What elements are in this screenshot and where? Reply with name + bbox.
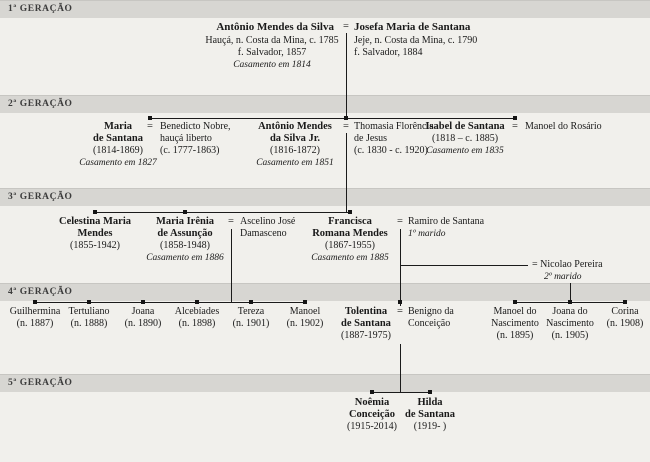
person-name: Tereza bbox=[237, 306, 265, 317]
marriage-equals: = bbox=[343, 21, 349, 32]
birth-line: (n. 1888) bbox=[70, 318, 108, 329]
person-name: Ramiro de Santana bbox=[408, 216, 485, 227]
marriage-equals: = bbox=[397, 216, 403, 227]
person-name: Nascimento bbox=[491, 318, 539, 329]
marriage-line: Casamento em 1886 bbox=[146, 253, 224, 263]
person-name: de Santana bbox=[405, 409, 455, 420]
person-name: Manoel do Rosário bbox=[525, 121, 602, 132]
antonio-sr-details bbox=[205, 35, 338, 71]
person-name: Damasceno bbox=[240, 228, 287, 239]
person-name: Francisca bbox=[328, 216, 372, 227]
person-name: Benigno da bbox=[408, 306, 454, 317]
person-ascelino-jose-damasceno bbox=[240, 216, 295, 240]
person-name: Celestina Maria bbox=[58, 216, 132, 227]
person-thomasia-florencia-de-jesus bbox=[354, 121, 434, 157]
person-name: Noêmia bbox=[354, 397, 390, 408]
dates-line: (c. 1777-1863) bbox=[160, 145, 220, 156]
person-guilhermina bbox=[10, 306, 61, 330]
person-name: de Jesus bbox=[354, 133, 388, 144]
generation-label: 4ª GERAÇÃO bbox=[8, 287, 73, 297]
generation-label: 2ª GERAÇÃO bbox=[8, 99, 73, 109]
person-name: Conceição bbox=[348, 409, 396, 420]
marriage-line: Casamento em 1835 bbox=[426, 146, 504, 156]
person-isabel-de-santana bbox=[425, 121, 504, 157]
birth-line: (n. 1902) bbox=[286, 318, 324, 329]
person-noemia-conceicao bbox=[347, 397, 397, 433]
dates-line: (c. 1830 - c. 1920) bbox=[354, 145, 428, 156]
person-name: Mendes bbox=[77, 228, 113, 239]
person-maria-irenia-de-assuncao bbox=[146, 216, 224, 264]
person-name: Thomasia Florência bbox=[354, 121, 434, 132]
person-manoel-do-rosario bbox=[525, 121, 602, 133]
dates-line: (1858-1948) bbox=[159, 240, 210, 251]
person-name: Nascimento bbox=[546, 318, 594, 329]
death-line: f. Salvador, 1857 bbox=[237, 47, 307, 58]
marriage-equals: = bbox=[532, 259, 538, 270]
person-name: Isabel de Santana bbox=[425, 121, 505, 132]
dates-line: (1818 – c. 1885) bbox=[431, 133, 499, 144]
birth-line: (n. 1890) bbox=[124, 318, 162, 329]
person-name: Conceição bbox=[408, 318, 451, 329]
person-name: Antônio Mendes bbox=[258, 121, 332, 132]
person-name: Joana do bbox=[552, 306, 588, 317]
marriage-equals: = bbox=[228, 216, 234, 227]
death-line: f. Salvador, 1884 bbox=[354, 47, 423, 58]
person-joana bbox=[125, 306, 162, 330]
birth-line: (n. 1901) bbox=[232, 318, 270, 329]
person-name: Hilda bbox=[417, 397, 443, 408]
person-name: Romana Mendes bbox=[312, 228, 388, 239]
person-hilda-de-santana bbox=[405, 397, 455, 433]
josefa-details bbox=[354, 35, 477, 59]
spouse-role: 1º marido bbox=[408, 229, 446, 239]
person-name: Tolentina bbox=[344, 306, 388, 317]
person-benedicto-nobre bbox=[160, 121, 231, 157]
person-name: de Santana bbox=[341, 318, 391, 329]
person-name: Antônio Mendes da Silva bbox=[216, 21, 334, 33]
person-tolentina-de-santana bbox=[341, 306, 391, 342]
generation-label: 1ª GERAÇÃO bbox=[8, 4, 73, 14]
person-name: da Silva Jr. bbox=[269, 133, 321, 144]
birth-line: (n. 1905) bbox=[551, 330, 589, 341]
person-francisca-romana-mendes bbox=[311, 216, 389, 264]
origin-line: Hauçá, n. Costa da Mina, c. 1785 bbox=[205, 35, 339, 46]
person-name: Corina bbox=[611, 306, 639, 317]
birth-line: (n. 1908) bbox=[606, 318, 644, 329]
marriage-equals: = bbox=[512, 121, 518, 132]
person-name: Maria bbox=[103, 121, 132, 132]
person-benigno-da-conceicao bbox=[408, 306, 454, 330]
birth-line: (n. 1895) bbox=[496, 330, 534, 341]
person-name: hauçá liberto bbox=[160, 133, 212, 144]
person-tertuliano bbox=[69, 306, 110, 330]
person-celestina-maria-mendes bbox=[59, 216, 131, 252]
person-maria-de-santana bbox=[79, 121, 157, 169]
dates-line: (1814-1869) bbox=[92, 145, 143, 156]
person-corina bbox=[607, 306, 644, 330]
person-name: Tertuliano bbox=[68, 306, 110, 317]
person-josefa-maria-de-santana bbox=[354, 21, 470, 33]
person-manoel-do-nascimento bbox=[491, 306, 539, 342]
marriage-equals: = bbox=[343, 121, 349, 132]
person-name: Ascelino José bbox=[240, 216, 296, 227]
dates-line: (1816-1872) bbox=[269, 145, 320, 156]
person-name: de Assunção bbox=[157, 228, 213, 239]
person-name: Josefa Maria de Santana bbox=[354, 21, 471, 33]
dates-line: (1915-2014) bbox=[347, 421, 397, 432]
person-tereza bbox=[233, 306, 270, 330]
person-manoel bbox=[287, 306, 324, 330]
generation-label: 5ª GERAÇÃO bbox=[8, 378, 73, 388]
person-name: de Santana bbox=[93, 133, 143, 144]
dates-line: (1919- ) bbox=[413, 421, 447, 432]
marriage-line: Casamento em 1851 bbox=[256, 158, 334, 168]
person-name: Joana bbox=[131, 306, 155, 317]
person-name: Benedicto Nobre, bbox=[160, 121, 231, 132]
person-name: = Nicolao Pereira bbox=[532, 259, 603, 270]
dates-line: (1855-1942) bbox=[70, 240, 120, 251]
person-joana-do-nascimento bbox=[546, 306, 594, 342]
birth-line: (n. 1898) bbox=[178, 318, 216, 329]
dates-line: (1867-1955) bbox=[324, 240, 375, 251]
spouse-role: 2º marido bbox=[544, 272, 582, 282]
marriage-line: Casamento em 1827 bbox=[79, 158, 157, 168]
person-nicolao-pereira bbox=[532, 259, 603, 283]
marriage-line: Casamento em 1885 bbox=[311, 253, 389, 263]
marriage-equals: = bbox=[147, 121, 153, 132]
person-antonio-mendes-da-silva bbox=[216, 21, 334, 33]
marriage-equals: = bbox=[397, 306, 403, 317]
dates-line: (1887-1975) bbox=[341, 330, 391, 341]
person-name: Maria Irênia bbox=[155, 216, 215, 227]
person-name: Alcebíades bbox=[174, 306, 220, 317]
generation-label: 3ª GERAÇÃO bbox=[8, 192, 73, 202]
origin-line: Jeje, n. Costa da Mina, c. 1790 bbox=[354, 35, 478, 46]
birth-line: (n. 1887) bbox=[16, 318, 54, 329]
person-ramiro-de-santana bbox=[408, 216, 484, 240]
marriage-line: Casamento em 1814 bbox=[233, 60, 311, 70]
person-name: Guilhermina bbox=[9, 306, 61, 317]
person-alcebiades bbox=[175, 306, 219, 330]
person-name: Manoel do bbox=[493, 306, 537, 317]
person-antonio-mendes-da-silva-jr bbox=[256, 121, 334, 169]
person-name: Manoel bbox=[289, 306, 321, 317]
